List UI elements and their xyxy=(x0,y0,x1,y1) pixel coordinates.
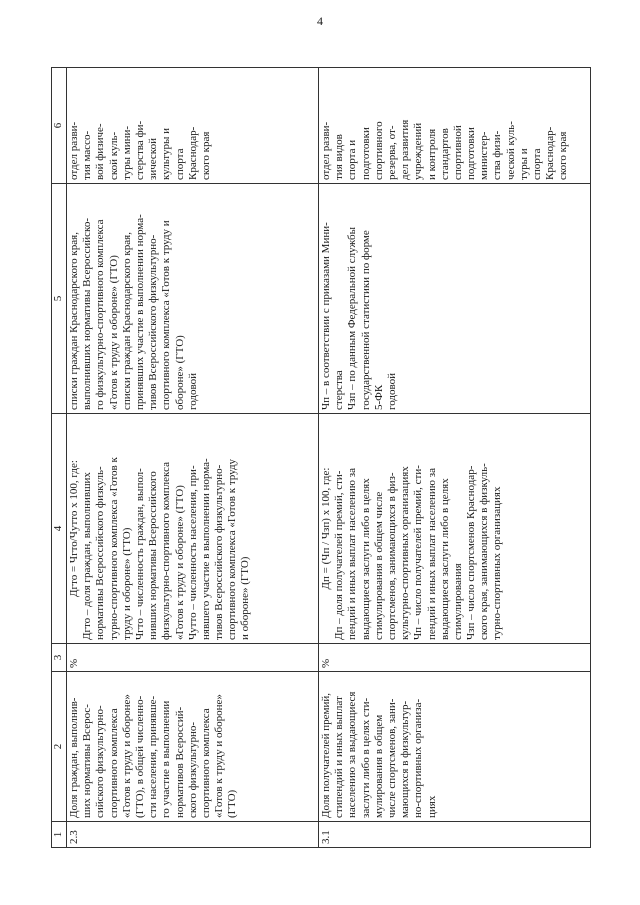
indicator-line: циях xyxy=(425,795,438,818)
formula-line: нивших нормативы Всероссийского xyxy=(147,471,160,640)
source-line: государственной статистики по форме xyxy=(359,230,372,410)
source-line: выполнивших нормативы Всероссийско- xyxy=(81,217,94,410)
source-line: «Готов к труду и обороне» (ГТО) xyxy=(107,255,120,410)
indicator-line: Доля получателей премий, xyxy=(320,693,332,818)
indicator-line: (ГТО), в общей численно- xyxy=(133,695,146,818)
responsible-line: тия видов xyxy=(333,134,346,180)
indicator-line: сти населения, принявше- xyxy=(147,695,160,818)
responsible-line: подготовки xyxy=(465,127,478,180)
source-line: Чп – в соответствии с приказами Мини- xyxy=(320,222,332,410)
responsible-line: отдел разви- xyxy=(68,121,80,180)
formula-line: Чгто – численность граждан, выпол- xyxy=(133,468,146,640)
table-row xyxy=(67,68,319,848)
formula-line: культурно-спортивных организациях xyxy=(399,466,412,640)
source-line: спортивного комплекса «Готов к труду и xyxy=(160,220,173,410)
responsible-line: вой физиче- xyxy=(94,123,107,180)
source-line: списки граждан Краснодарского края, xyxy=(68,232,80,410)
formula-line: Чп – число получателей премий, сти- xyxy=(412,465,425,640)
responsible-line: спорта xyxy=(531,148,543,180)
indicator-line: мулирования в общем xyxy=(372,714,385,818)
indicator-line: мающихся в физкультур- xyxy=(399,700,412,818)
responsible-line: ского края xyxy=(557,131,570,180)
indicator-line: (ГТО) xyxy=(226,789,239,818)
responsible-line: резерва, от- xyxy=(385,125,398,180)
formula-line: пендий и иных выплат населению за xyxy=(425,468,438,640)
source-line: годовой xyxy=(385,372,398,410)
responsible-cell xyxy=(319,68,591,184)
responsible-line: Краснодар- xyxy=(186,126,199,180)
responsible-line: спорта и xyxy=(346,139,359,180)
header-col-6: 6 xyxy=(52,68,67,184)
source-line: тивов Всероссийского физкультурно- xyxy=(147,234,160,410)
responsible-line: тия массо- xyxy=(81,130,94,180)
source-cell xyxy=(67,184,319,414)
formula-line: «Готов к труду и обороне» (ГТО) xyxy=(173,485,186,640)
formula-line: Дп – доля получателей премий, сти- xyxy=(333,470,346,640)
indicator-line: «Готов к труду и обороне» xyxy=(213,694,226,818)
formula-line: Чзп – число спортсменов Краснодар- xyxy=(465,465,478,640)
responsible-line: туры мини- xyxy=(120,125,133,180)
header-col-3: 3 xyxy=(52,644,67,672)
indicator-line: ского физкультурно- xyxy=(186,721,199,818)
formula-line: стимулирования xyxy=(451,563,464,640)
responsible-line: подготовки xyxy=(359,127,372,180)
responsible-line: ского края xyxy=(199,131,212,180)
source-line: стерства xyxy=(333,370,346,410)
formula-line: турно-спортивных организациях xyxy=(491,486,504,640)
indicator-line: сийского физкультурно- xyxy=(94,705,107,818)
responsible-line: стерства фи- xyxy=(133,120,146,180)
indicator-line: спортивного комплекса xyxy=(107,708,120,818)
responsible-line: туры и xyxy=(517,148,530,180)
formula-line: тивов Всероссийского физкультурно- xyxy=(213,464,226,640)
formula-line: и обороне» (ГТО) xyxy=(239,556,252,640)
indicator-line: населению за выдающиеся xyxy=(346,691,359,818)
responsible-line: учреждений xyxy=(412,122,425,180)
responsible-line: спортивного xyxy=(372,121,385,180)
indicator-line: числе спортсменов, зани- xyxy=(385,698,398,818)
formula-cell xyxy=(67,414,319,644)
formula-line: спортсменов, занимающихся в физ- xyxy=(385,472,398,640)
formula-line: стимулирования в общем числе xyxy=(372,491,385,640)
page-number: 4 xyxy=(317,14,323,28)
indicator-line: стипендий и иных выплат xyxy=(333,696,346,818)
formula-line: выдающиеся заслуги либо в целях xyxy=(359,478,372,640)
indicator-line: нормативов Всероссий- xyxy=(173,706,186,818)
formula-line: выдающиеся заслуги либо в целях xyxy=(438,478,451,640)
unit-cell: % xyxy=(67,644,319,672)
responsible-line: стандартов xyxy=(438,128,451,180)
header-col-1: 1 xyxy=(52,822,67,848)
responsible-line: спорта xyxy=(173,148,186,180)
formula-line: спортивного комплекса «Готов к труду xyxy=(226,458,239,640)
indicator-cell xyxy=(67,672,319,822)
responsible-line: и контроля xyxy=(425,128,438,180)
indicator-line: но-спортивных организа- xyxy=(412,698,425,818)
responsible-line: министер- xyxy=(478,131,491,180)
responsible-cell xyxy=(67,68,319,184)
source-line: 5-ФК xyxy=(372,384,385,410)
rotated-table xyxy=(51,68,591,848)
indicator-line: «Готов к труду и обороне» xyxy=(120,694,133,818)
indicator-line: заслуги либо в целях сти- xyxy=(359,697,372,818)
header-col-2: 2 xyxy=(52,672,67,822)
indicators-table xyxy=(51,67,591,848)
formula-line: Дгто – доля граждан, выполнивших xyxy=(81,472,94,640)
responsible-line: ства физи- xyxy=(491,130,504,180)
indicator-line: ших нормативы Всерос- xyxy=(81,704,94,818)
formula-line: нявшего участие в выполнении норма- xyxy=(199,458,212,640)
indicator-line: Доля граждан, выполнив- xyxy=(68,697,80,818)
source-line: списки граждан Краснодарского края, xyxy=(120,232,133,410)
source-line: Чзп – по данным Федеральной службы xyxy=(346,227,359,410)
source-line: принявших участие в выполнении норма- xyxy=(133,214,146,410)
header-col-4: 4 xyxy=(52,414,67,644)
unit-cell: % xyxy=(319,644,591,672)
source-cell xyxy=(319,184,591,414)
table-row xyxy=(319,68,591,848)
indicator-cell xyxy=(319,672,591,822)
formula-head: Дгто = Чгто/Чутто х 100, где: xyxy=(68,460,80,597)
source-line: обороне» (ГТО) xyxy=(173,335,186,410)
formula-line: физкультурно-спортивного комплекса xyxy=(160,461,173,640)
responsible-line: Краснодар- xyxy=(544,126,557,180)
source-line: годовой xyxy=(186,372,199,410)
row-number: 3.1 xyxy=(319,822,591,848)
source-line: го физкультурно-спортивного комплекса xyxy=(94,219,107,410)
formula-head: Дп = (Чп / Чзп) х 100, где: xyxy=(320,467,332,590)
indicator-line: го участие в выполнении xyxy=(160,700,173,818)
header-col-5: 5 xyxy=(52,184,67,414)
header-row xyxy=(52,68,67,848)
formula-line: Чутто – численность населения, при- xyxy=(186,465,199,640)
formula-line: труду и обороне» (ГТО) xyxy=(120,527,133,640)
responsible-line: зической xyxy=(147,138,160,180)
responsible-line: спортивной xyxy=(451,125,464,180)
responsible-line: отдел разви- xyxy=(320,121,332,180)
responsible-line: ческой куль- xyxy=(504,121,517,180)
indicator-line: спортивного комплекса xyxy=(199,708,212,818)
row-number: 2.3 xyxy=(67,822,319,848)
formula-cell xyxy=(319,414,591,644)
formula-line: ского края, занимающихся в физкуль- xyxy=(478,463,491,640)
responsible-line: ской куль- xyxy=(107,131,120,180)
formula-line: турно-спортивного комплекса «Готов к xyxy=(107,457,120,640)
responsible-line: культуры и xyxy=(160,128,173,180)
responsible-line: дел развития xyxy=(399,119,412,180)
formula-line: пендий и иных выплат населению за xyxy=(346,468,359,640)
formula-line: нормативы Всероссийского физкуль- xyxy=(94,466,107,640)
